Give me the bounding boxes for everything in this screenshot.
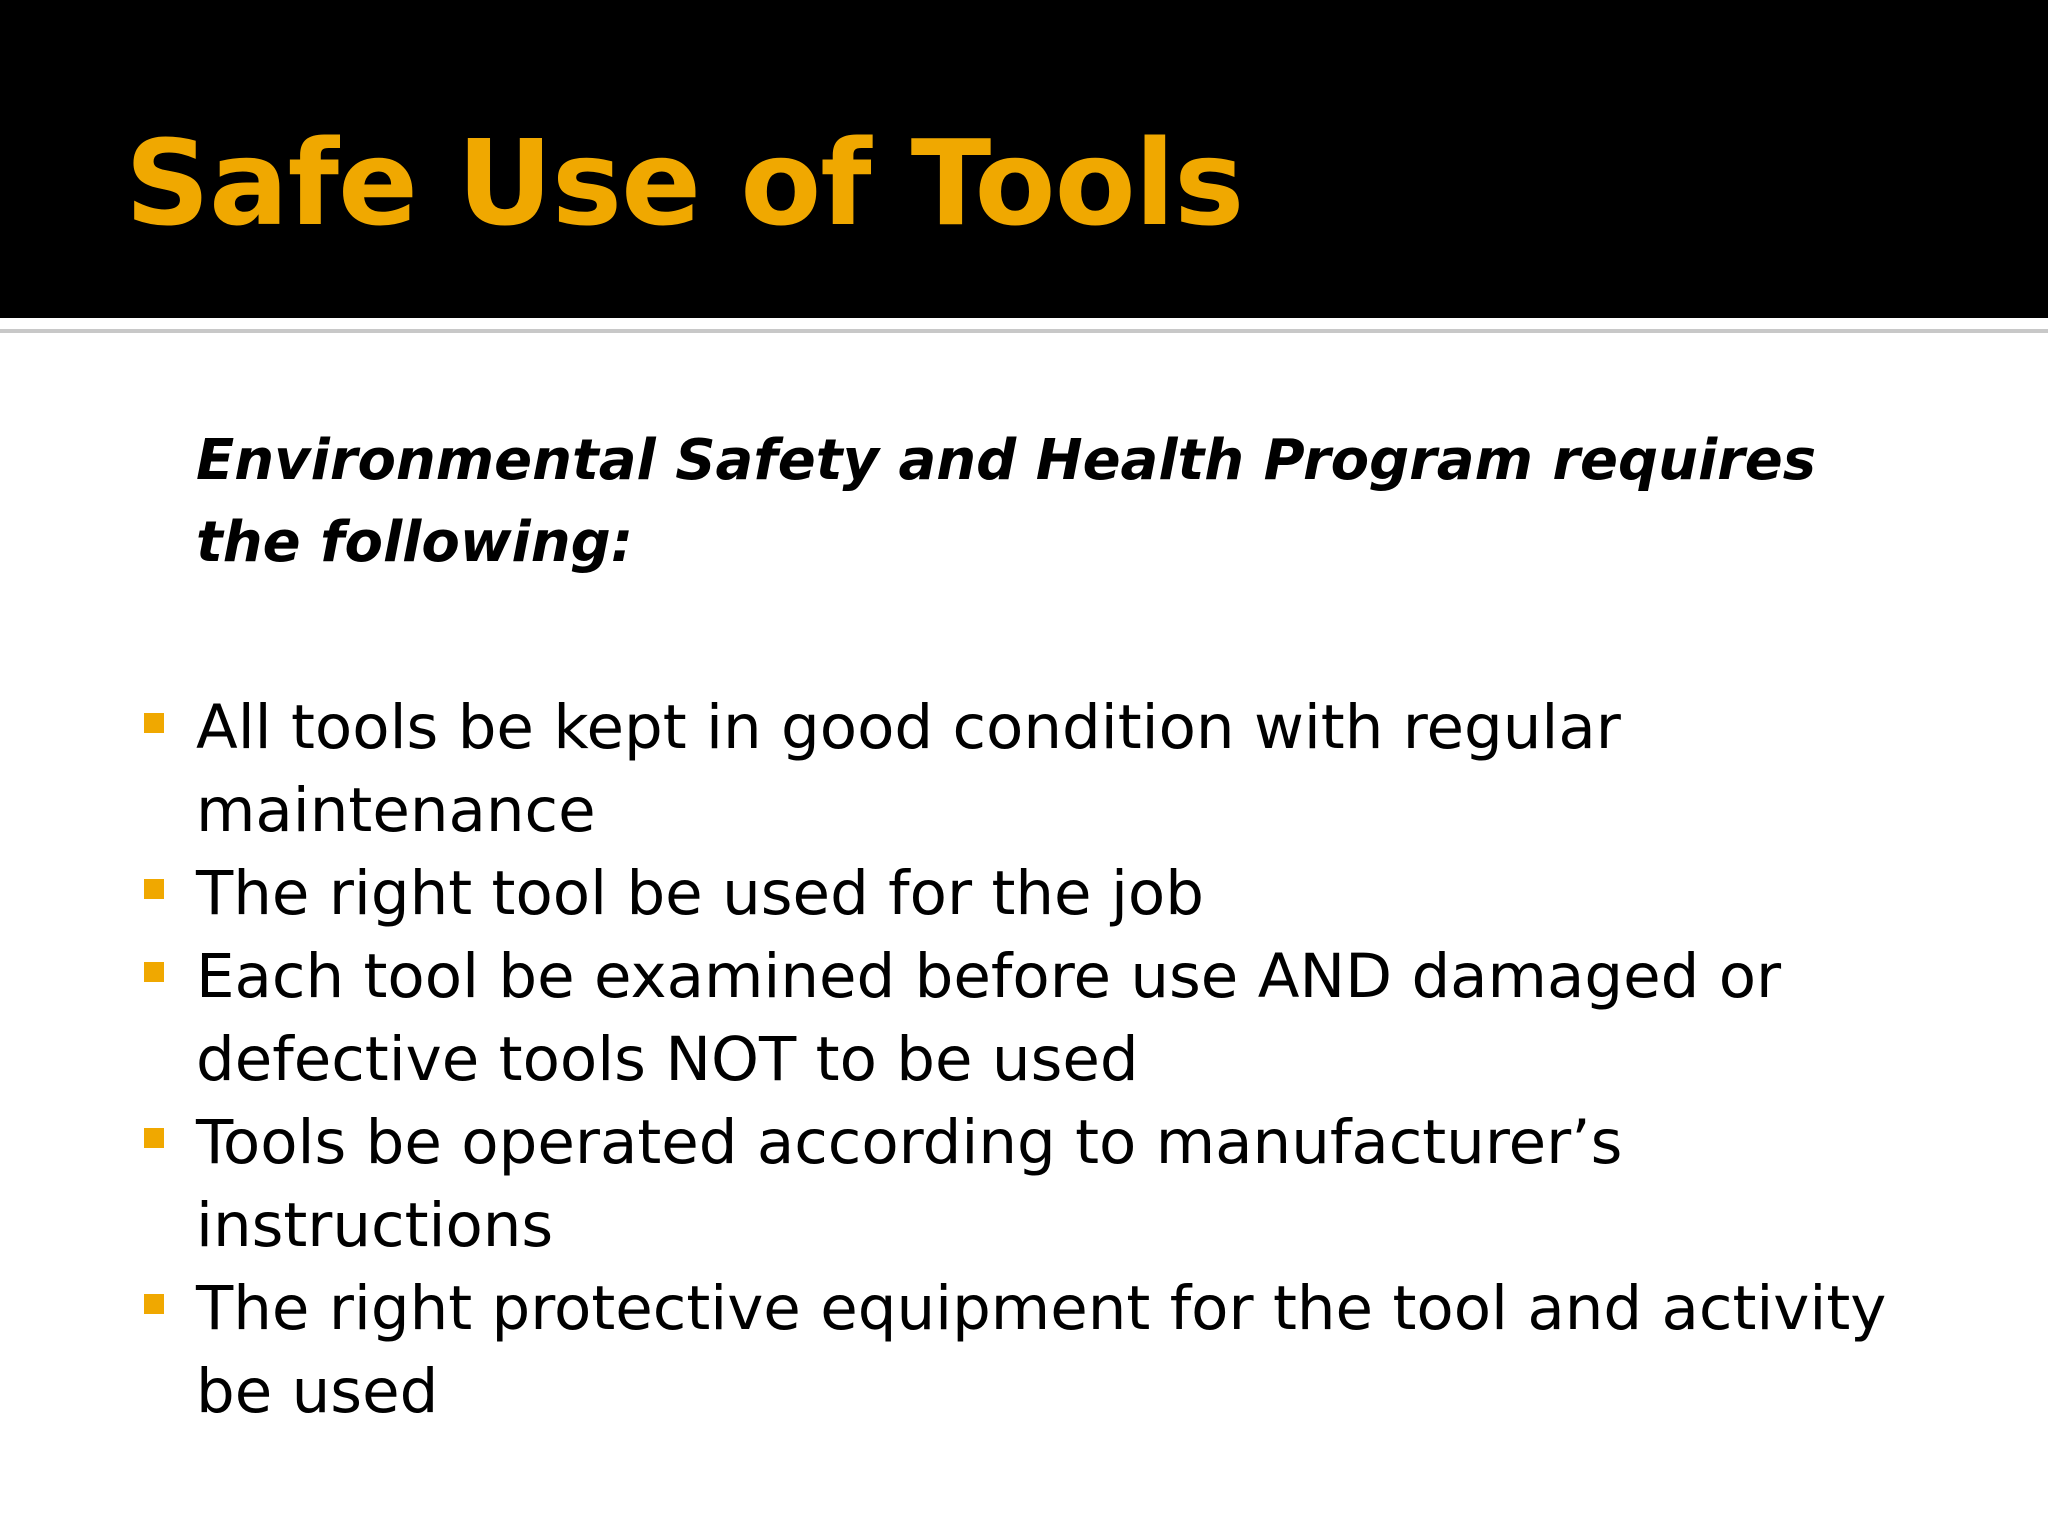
- bullet-text: Tools be operated according to manufacturer’s instructions: [196, 1107, 1623, 1261]
- bullet-item: [130, 686, 1920, 852]
- square-bullet-icon: [144, 962, 164, 982]
- bullet-item: [130, 1267, 1920, 1433]
- bullet-text: All tools be kept in good condition with regular maintenance: [196, 692, 1621, 846]
- square-bullet-icon: [144, 879, 164, 899]
- bullet-list: [130, 686, 1920, 1433]
- square-bullet-icon: [144, 713, 164, 733]
- slide-body: [130, 420, 1920, 1433]
- bullet-item: [130, 852, 1920, 935]
- bullet-text: Each tool be examined before use AND damaged or defective tools NOT to be used: [196, 941, 1782, 1095]
- square-bullet-icon: [144, 1294, 164, 1314]
- title-divider: [0, 329, 2048, 333]
- intro-text: Environmental Safety and Health Program requires the following:: [196, 428, 1817, 575]
- slide-title: Safe Use of Tools: [125, 114, 1244, 252]
- bullet-item: [130, 935, 1920, 1101]
- bullet-text: The right protective equipment for the tool and activity be used: [196, 1273, 1887, 1427]
- bullet-item: [130, 1101, 1920, 1267]
- square-bullet-icon: [144, 1128, 164, 1148]
- bullet-text: The right tool be used for the job: [196, 858, 1204, 929]
